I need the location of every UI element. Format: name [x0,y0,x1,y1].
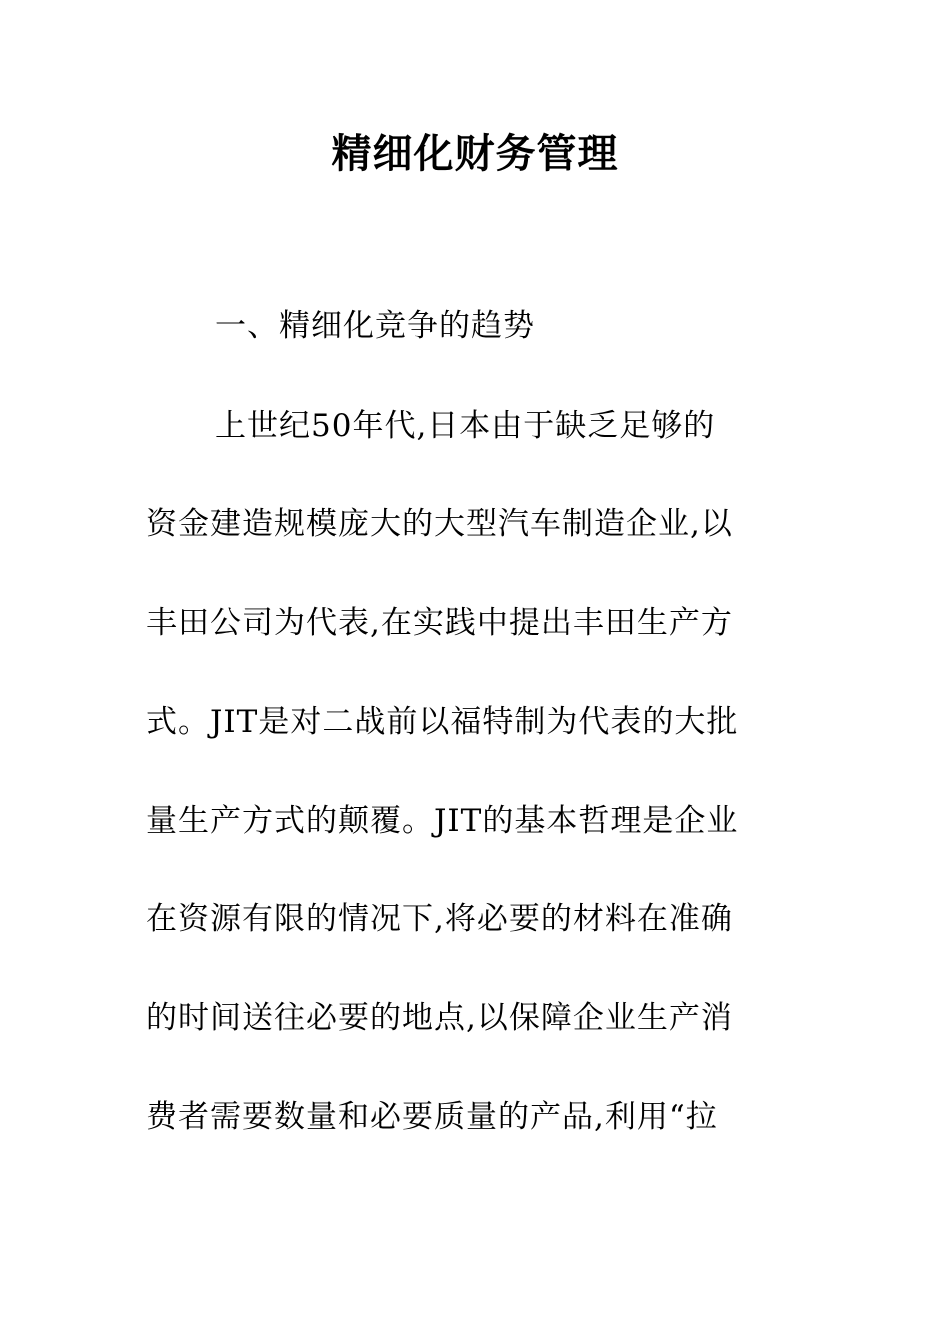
paragraph-line: 式。JIT是对二战前以福特制为代表的大批 [146,704,739,740]
section-heading: 一、精细化竞争的趋势 [215,308,535,344]
document-title: 精细化财务管理 [331,131,619,177]
paragraph-line: 的时间送往必要的地点,以保障企业生产消 [146,1000,733,1036]
paragraph-line: 费者需要数量和必要质量的产品,利用“拉 [146,1099,718,1135]
paragraph-line: 上世纪50年代,日本由于缺乏足够的 [215,408,716,444]
paragraph-line: 资金建造规模庞大的大型汽车制造企业,以 [146,506,733,542]
paragraph-line: 在资源有限的情况下,将必要的材料在准确 [146,901,733,937]
paragraph-line: 丰田公司为代表,在实践中提出丰田生产方 [146,605,733,641]
paragraph-line: 量生产方式的颠覆。JIT的基本哲理是企业 [146,803,739,839]
